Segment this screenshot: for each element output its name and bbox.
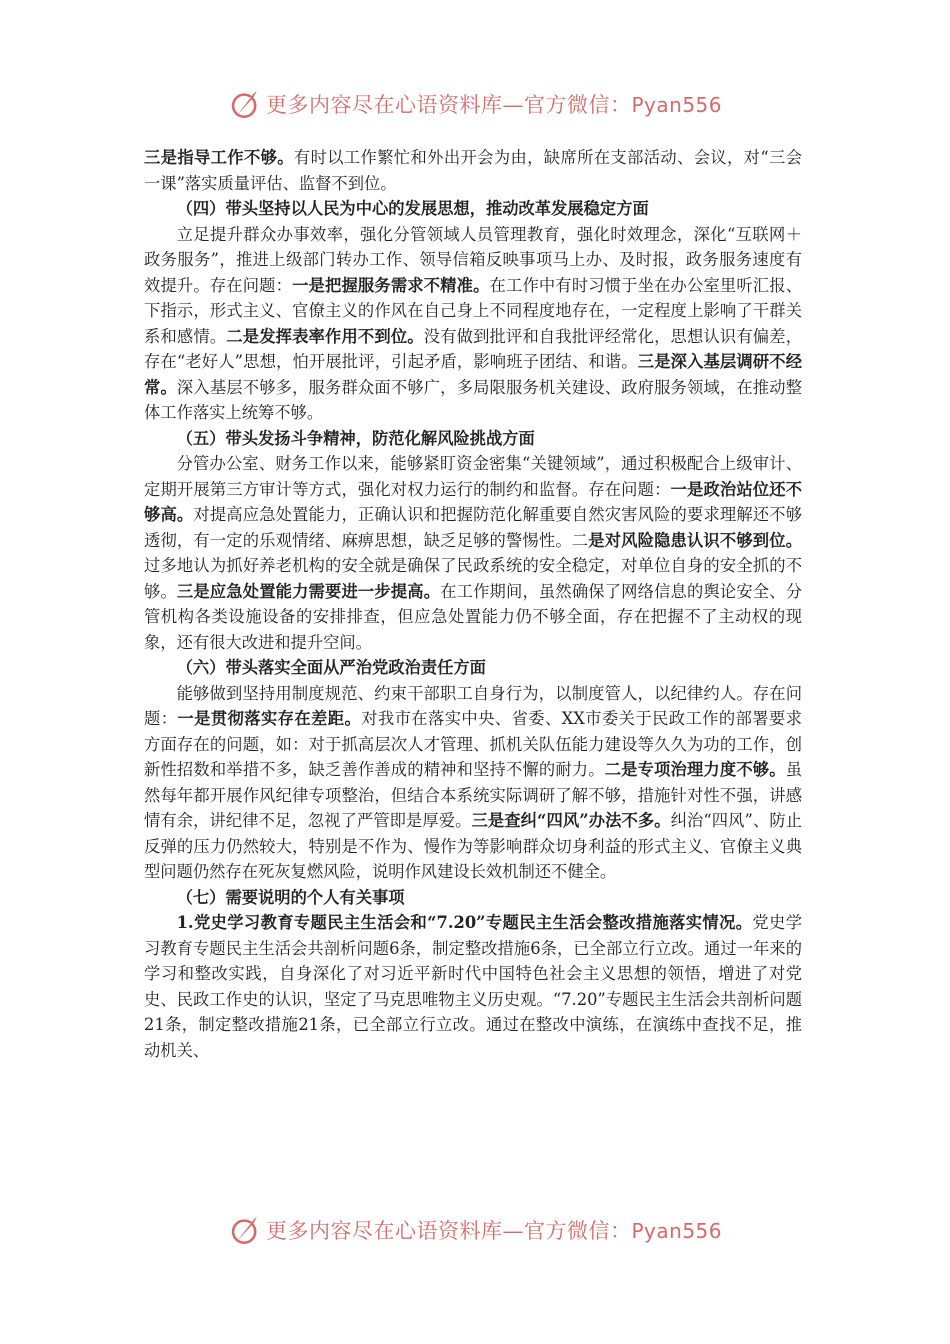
quill-pen-logo-icon — [228, 1213, 262, 1247]
section-heading-7: （七）需要说明的个人有关事项 — [176, 887, 405, 907]
paragraph: 分管办公室、财务工作以来，能够紧盯资金密集“关键领域”，通过积极配合上级审计、定期开展第三方审计等方式，强化对权力运行的制约和监督。存在问题：一是政治站位还不够高。对提高应急处置能力，正确认识和把握防范化解重要自然灾害风险的要求理解还不够透彻，有一定的乐观情绪、麻痹思想，缺乏足够的警惕性。二是对风险隐患认识不够到位。过多地认为抓好养老机构的安全就是确保了民政系统的安全稳定，对单位自身的安全抓的不够。三是应急处置能力需要进一步提高。在工作期间，虽然确保了网络信息的舆论安全、分管机构各类设施设备的安排排查，但应急处置能力仍不够全面，存在把握不了主动权的现象，还有很大改进和提升空间。 — [144, 454, 802, 652]
section-heading-4: （四）带头坚持以人民为中心的发展思想，推动改革发展稳定方面 — [176, 199, 649, 218]
section-heading-6: （六）带头落实全面从严治党政治责任方面 — [176, 658, 486, 677]
watermark-text: 更多内容尽在心语资料库—官方微信：Pyan556 — [266, 93, 723, 117]
watermark-text: 更多内容尽在心语资料库—官方微信：Pyan556 — [266, 1219, 723, 1243]
paragraph: 1.党史学习教育专题民主生活会和“7.20”专题民主生活会整改措施落实情况。党史学习教育专题民主生活会共剖析问题6条，制定整改措施6条，已全部立行立改。通过一年来的学习和整改实践，自身深化了对习近平新时代中国特色社会主义思想的领悟，增进了对党史、民政工作史的认识，坚定了马克思唯物主义历史观。“7.20”专题民主生活会共剖析问题21条，制定整改措施21条，已全部立行立改。通过在整改中演练，在演练中查找不足，推动机关、 — [144, 913, 802, 1060]
watermark-banner-bottom — [228, 1210, 728, 1250]
paragraph: 立足提升群众办事效率，强化分管领域人员管理教育，强化时效理念，深化“互联网＋政务服务”，推进上级部门转办工作、领导信箱反映事项马上办、及时报，政务服务速度有效提升。存在问题：一是把握服务需求不精准。在工作中有时习惯于坐在办公室里听汇报、下指示，形式主义、官僚主义的作风在自己身上不同程度地存在，一定程度上影响了干群关系和感情。二是发挥表率作用不到位。没有做到批评和自我批评经常化，思想认识有偏差，存在“老好人”思想，怕开展批评，引起矛盾，影响班子团结、和谐。三是深入基层调研不经常。深入基层不够多，服务群众面不够广，多局限服务机关建设、政府服务领域，在推动整体工作落实上统筹不够。 — [144, 224, 802, 422]
section-heading-5: （五）带头发扬斗争精神，防范化解风险挑战方面 — [176, 428, 535, 448]
watermark-banner-top — [228, 84, 728, 124]
document-body — [144, 145, 802, 1063]
paragraph: 能够做到坚持用制度规范、约束干部职工自身行为，以制度管人，以纪律约人。存在问题：一是贯彻落实存在差距。对我市在落实中央、省委、XX市委关于民政工作的部署要求方面存在的问题，如：对于抓高层次人才管理、抓机关队伍能力建设等久久为功的工作，创新性招数和举措不多，缺乏善作善成的精神和坚持不懈的耐力。二是专项治理力度不够。虽然每年都开展作风纪律专项整治，但结合本系统实际调研了解不够，措施针对性不强，讲感情有余，讲纪律不足，忽视了严管即是厚爱。三是查纠“四风”办法不多。纠治“四风”、防止反弹的压力仍然较大，特别是不作为、慢作为等影响群众切身利益的形式主义、官僚主义典型问题仍然存在死灰复燃风险，说明作风建设长效机制还不健全。 — [144, 683, 803, 881]
quill-pen-logo-icon — [228, 87, 262, 121]
paragraph: 三是指导工作不够。有时以工作繁忙和外出开会为由，缺席所在支部活动、会议，对“三会一课”落实质量评估、监督不到位。 — [144, 148, 802, 193]
